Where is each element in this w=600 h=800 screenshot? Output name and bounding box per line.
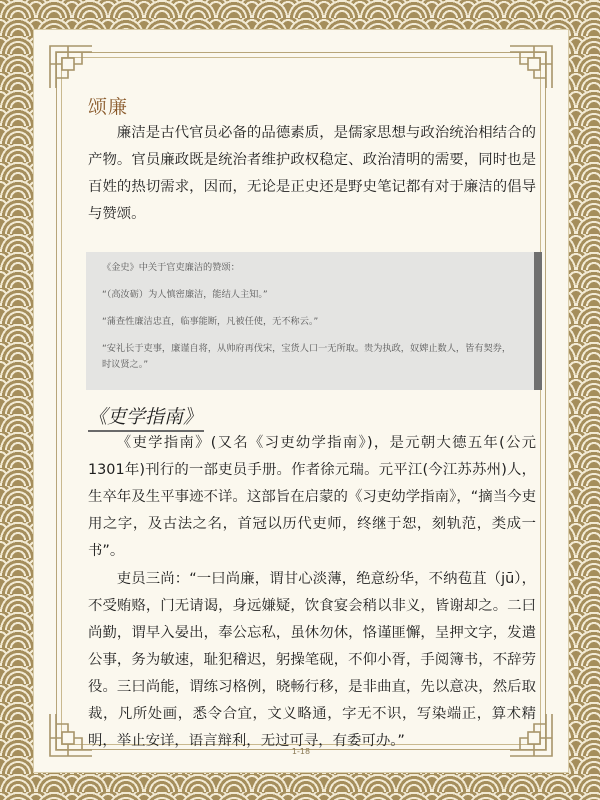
quote-line: “安礼长于吏事，廉谨自将，从帅府再伐宋，宝货人口一无所取。贵为执政，奴婢止数人，皆有契券，时议贤之。”: [102, 343, 512, 370]
section-heading-text: 《吏学指南》: [88, 406, 203, 428]
corner-ornament-icon: [508, 44, 554, 90]
book-intro-paragraph: 《吏学指南》(又名《习吏幼学指南》)，是元朝大德五年(公元1301年)刊行的一部吏员手册。作者徐元瑞。元平江(今江苏苏州)人，生卒年及生平事迹不详。这部旨在启蒙的《习吏幼学指南》，“摘当今吏用之字，及古法之名，首冠以历代吏师，终继于恕，刻轨范，类成一书”。: [88, 435, 536, 559]
quote-line: “（高汝砺）为人慎密廉洁，能结人主知。”: [102, 289, 268, 300]
section-heading-lixuezhinan: [88, 402, 202, 429]
intro-paragraph: 廉洁是古代官员必备的品德素质，是儒家思想与政治统治相结合的产物。官员廉政既是统治者维护政权稳定、政治清明的需要，同时也是百姓的热切需求，因而，无论是正史还是野史笔记都有对于廉洁的倡导与赞颂。: [88, 125, 536, 222]
quote-line: 《金史》中关于官吏廉洁的赞颂：: [102, 262, 240, 273]
three-virtues-paragraph: 吏员三尚：“一曰尚廉，谓甘心淡薄，绝意纷华，不纳苞苴（jū），不受贿赂，门无请谒，身远嫌疑，饮食宴会稍以非义，皆谢却之。二曰尚勤，谓早入晏出，奉公忘私，虽休勿休，恪谨匪懈，呈押文字，发遣公事，务为敏速，耻犯稽迟，躬操笔砚，不仰小胥，手阅簿书，不辞劳役。三曰尚能，谓练习格例，晓畅行移，是非曲直，先以意决，然后取裁，凡所处画，悉令合宜，文义略通，字无不识，写染端正，算术精明，举止安详，语言辩利，无过可寻，有委可办。”: [88, 571, 536, 749]
corner-ornament-icon: [48, 44, 94, 90]
section-heading-songlian: 颂廉: [88, 96, 129, 118]
page: [34, 30, 568, 772]
quote-box: [86, 252, 542, 390]
page-number: 1-18: [291, 747, 311, 756]
quote-line: “蒲查性廉洁忠直，临事能断，凡被任使，无不称云。”: [102, 316, 319, 327]
